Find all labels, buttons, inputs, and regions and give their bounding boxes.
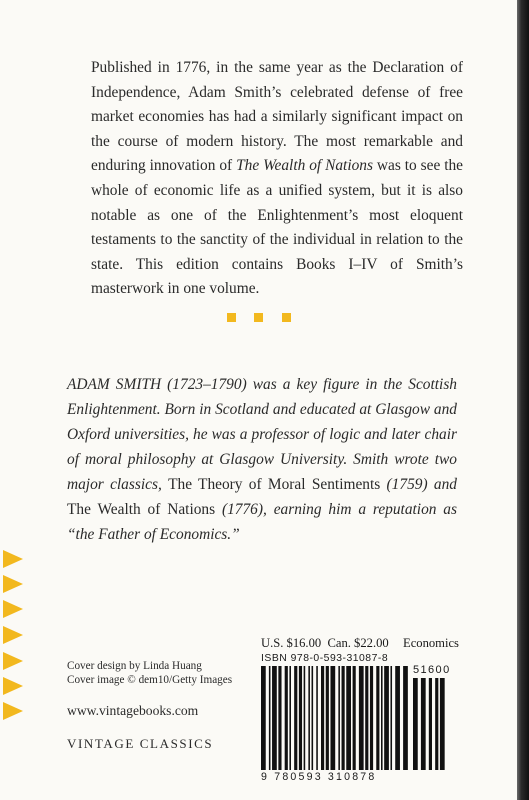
barcode-bar xyxy=(440,678,445,770)
barcode-bar xyxy=(312,666,314,770)
divider-square xyxy=(282,313,291,322)
barcode-bar xyxy=(338,666,340,770)
divider-square xyxy=(227,313,236,322)
barcode-bar xyxy=(342,666,345,770)
barcode-bar xyxy=(299,666,302,770)
barcode-bar xyxy=(346,666,351,770)
section-divider xyxy=(0,313,517,323)
barcode-bar xyxy=(272,666,277,770)
isbn-barcode xyxy=(261,666,411,770)
price-label: U.S. $16.00 Can. $22.00 xyxy=(261,636,389,650)
price-barcode xyxy=(413,678,451,770)
barcode-bar xyxy=(278,666,281,770)
spine-arrow-marks xyxy=(3,550,29,730)
publisher-website: www.vintagebooks.com xyxy=(67,703,199,718)
divider-square xyxy=(254,313,263,322)
barcode-bar xyxy=(304,666,306,770)
imprint-logo-text: VINTAGE CLASSICS xyxy=(67,736,214,751)
barcode-bar xyxy=(395,666,400,770)
barcode-bar xyxy=(326,666,329,770)
cover-credits xyxy=(67,659,232,687)
isbn-label: ISBN 978-0-593-31087-8 xyxy=(261,653,389,664)
arrow-mark xyxy=(3,575,23,593)
barcode-bar xyxy=(390,666,392,770)
barcode-bar xyxy=(321,666,324,770)
barcode-bar xyxy=(330,666,335,770)
description-title: The Wealth of Nations xyxy=(236,157,373,175)
description-text-2: was to see the whole of economic life as a unified system, but it is also notable as one of the Enlightenment’s most eloquent testaments to the sanctity of the individual in relation to the state. This edition contains Books I–IV of Smith’s masterwork in one volume. xyxy=(91,157,463,298)
barcode-bar xyxy=(285,666,288,770)
barcode-bar xyxy=(316,666,318,770)
bio-text-1: ADAM SMITH (1723–1790) was a key figure in the Scottish Enlightenment. Born in Scotland and educated at Glasgow and Oxford universities, he was a professor of logic and later chair of moral philosophy at Glasgow University. Smith wrote two major classics, xyxy=(67,376,457,493)
barcode-bar xyxy=(421,678,426,770)
author-bio xyxy=(67,372,457,547)
barcode-bar xyxy=(384,666,389,770)
bio-text-2: (1759) and xyxy=(380,476,457,493)
bio-title-1: The Theory of Moral Sentiments xyxy=(168,476,381,493)
barcode-bar xyxy=(308,666,310,770)
barcode-bar xyxy=(403,666,408,770)
arrow-mark xyxy=(3,626,23,644)
cover-image-credit: Cover image © dem10/Getty Images xyxy=(67,674,233,686)
barcode-bar xyxy=(353,666,356,770)
arrow-mark xyxy=(3,677,23,695)
arrow-mark xyxy=(3,550,23,568)
arrow-mark xyxy=(3,652,23,670)
barcode-bar xyxy=(294,666,297,770)
description-text-1: Published in 1776, in the same year as the Declaration of Independence, Adam Smith’s celebrated defense of free market economies has had a similarly significant impact on the course of modern history. The most remarkable and enduring innovation of xyxy=(91,59,463,175)
cover-design-credit: Cover design by Linda Huang xyxy=(67,660,202,672)
barcode-bar xyxy=(381,666,383,770)
barcode-bar xyxy=(289,666,291,770)
bio-text-3: (1776), earning him a reputation as “the Father of Economics.” xyxy=(67,501,457,543)
barcode-number: 9 780593 310878 xyxy=(261,771,377,783)
barcode-bar xyxy=(370,666,373,770)
book-edge xyxy=(517,0,529,800)
category-label: Economics xyxy=(403,636,459,650)
barcode-bar xyxy=(261,666,266,770)
barcode-bar xyxy=(365,666,368,770)
bio-title-2: The Wealth of Nations xyxy=(67,501,216,518)
barcode-bar xyxy=(359,666,364,770)
price-code: 51600 xyxy=(413,664,451,676)
barcode-bar xyxy=(269,666,271,770)
barcode-bar xyxy=(435,678,438,770)
arrow-mark xyxy=(3,702,23,720)
arrow-mark xyxy=(3,600,23,618)
book-description xyxy=(91,56,463,302)
barcode-bar xyxy=(376,666,379,770)
barcode-bar xyxy=(413,678,418,770)
barcode-bar xyxy=(429,678,432,770)
